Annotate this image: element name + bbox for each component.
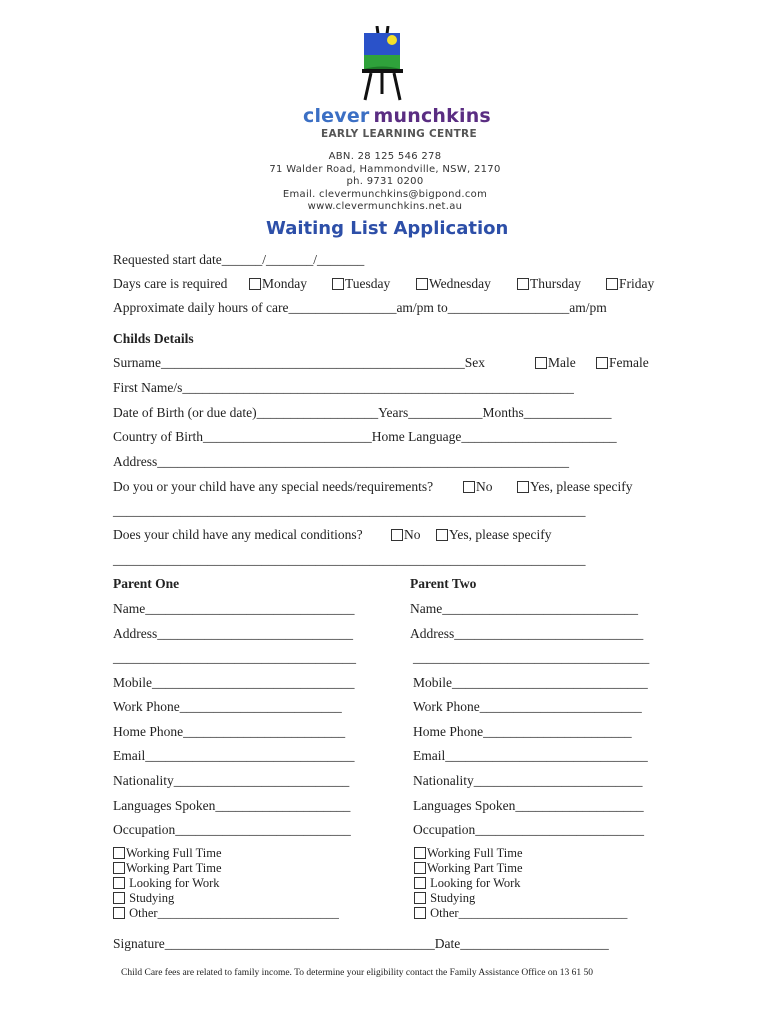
p2-opt-other[interactable]: Other___________________________ [414,906,627,921]
hours-field[interactable]: Approximate daily hours of care________________am/pm to__________________am/pm [113,300,607,315]
street-address: 71 Walder Road, Hammondville, NSW, 2170 [269,163,501,175]
abn: ABN. 28 125 546 278 [328,151,442,162]
day-friday[interactable]: Friday [606,276,654,292]
checkbox[interactable] [414,862,426,874]
contact-block [235,151,535,214]
p2-address-line2[interactable]: ___________________________________ [413,650,650,665]
day-tuesday[interactable]: Tuesday [332,276,390,292]
special-needs-question: Do you or your child have any special needs/requirements? [113,479,434,494]
p2-mobile-field[interactable]: Mobile_____________________________ [413,675,648,690]
checkbox[interactable] [332,278,344,290]
special-needs-no[interactable]: No [463,479,493,495]
checkbox[interactable] [463,481,475,493]
p2-opt-studying[interactable]: Studying [414,891,475,906]
p2-occupation-field[interactable]: Occupation_________________________ [413,822,644,837]
checkbox[interactable] [517,278,529,290]
special-needs-yes[interactable]: Yes, please specify [517,479,632,495]
p2-name-field[interactable]: Name_____________________________ [410,601,638,616]
p1-address-line2[interactable]: ____________________________________ [113,650,356,665]
checkbox[interactable] [535,357,547,369]
medical-line[interactable]: ______________________________________________________________________ [113,552,586,567]
sex-female[interactable]: Female [596,355,649,371]
checkbox[interactable] [113,877,125,889]
checkbox[interactable] [436,529,448,541]
day-wednesday[interactable]: Wednesday [416,276,491,292]
parent-two-heading: Parent Two [410,576,477,591]
country-field[interactable]: Country of Birth_________________________Home Language_______________________ [113,429,617,444]
checkbox[interactable] [414,847,426,859]
logo-clever: clever [303,105,370,127]
day-monday[interactable]: Monday [249,276,307,292]
p1-address-field[interactable]: Address_____________________________ [113,626,353,641]
day-thursday[interactable]: Thursday [517,276,581,292]
child-address-field[interactable]: Address_____________________________________________________________ [113,454,569,469]
checkbox[interactable] [414,907,426,919]
p1-nationality-field[interactable]: Nationality__________________________ [113,773,350,788]
p1-email-field[interactable]: Email_______________________________ [113,748,355,763]
p2-work-phone-field[interactable]: Work Phone________________________ [413,699,642,714]
logo-wordmark [303,105,491,127]
start-date-field[interactable]: Requested start date______/_______/_______ [113,252,365,267]
days-label: Days care is required [113,276,228,291]
checkbox[interactable] [596,357,608,369]
p1-work-phone-field[interactable]: Work Phone________________________ [113,699,342,714]
checkbox[interactable] [113,862,125,874]
website: www.clevermunchkins.net.au [307,201,463,212]
p1-opt-looking[interactable]: Looking for Work [113,876,220,891]
checkbox[interactable] [414,892,426,904]
surname-field[interactable]: Surname_____________________________________________Sex [113,355,485,370]
p1-opt-studying[interactable]: Studying [113,891,174,906]
sex-male[interactable]: Male [535,355,576,371]
p2-address-field[interactable]: Address____________________________ [410,626,644,641]
p1-home-phone-field[interactable]: Home Phone________________________ [113,724,346,739]
p2-languages-field[interactable]: Languages Spoken___________________ [413,798,644,813]
checkbox[interactable] [414,877,426,889]
p1-occupation-field[interactable]: Occupation__________________________ [113,822,351,837]
checkbox[interactable] [249,278,261,290]
checkbox[interactable] [391,529,403,541]
p2-email-field[interactable]: Email______________________________ [413,748,648,763]
signature-field[interactable]: Signature________________________________________Date______________________ [113,936,609,951]
checkbox[interactable] [113,892,125,904]
p1-languages-field[interactable]: Languages Spoken____________________ [113,798,351,813]
medical-yes[interactable]: Yes, please specify [436,527,551,543]
dob-field[interactable]: Date of Birth (or due date)__________________Years___________Months_____________ [113,405,612,420]
special-needs-line[interactable]: ______________________________________________________________________ [113,503,586,518]
checkbox[interactable] [517,481,529,493]
footer-note: Child Care fees are related to family income. To determine your eligibility contact the Family Assistance Office on 13 61 50 [121,968,594,978]
checkbox[interactable] [606,278,618,290]
p2-opt-part-time[interactable]: Working Part Time [414,861,523,876]
p1-opt-other[interactable]: Other_____________________________ [113,906,339,921]
p2-opt-full-time[interactable]: Working Full Time [414,846,523,861]
checkbox[interactable] [113,907,125,919]
childs-details-heading: Childs Details [113,331,194,346]
p1-opt-full-time[interactable]: Working Full Time [113,846,222,861]
logo-subtitle: EARLY LEARNING CENTRE [321,128,477,140]
p1-opt-part-time[interactable]: Working Part Time [113,861,222,876]
p1-mobile-field[interactable]: Mobile______________________________ [113,675,355,690]
checkbox[interactable] [113,847,125,859]
first-names-field[interactable]: First Name/s__________________________________________________________ [113,380,574,395]
p2-home-phone-field[interactable]: Home Phone______________________ [413,724,632,739]
page-title: Waiting List Application [266,218,509,239]
checkbox[interactable] [416,278,428,290]
p1-name-field[interactable]: Name_______________________________ [113,601,355,616]
medical-question: Does your child have any medical conditions? [113,527,363,542]
p2-opt-looking[interactable]: Looking for Work [414,876,521,891]
p2-nationality-field[interactable]: Nationality_________________________ [413,773,643,788]
phone: ph. 9731 0200 [346,176,424,187]
medical-no[interactable]: No [391,527,421,543]
email: Email. clevermunchkins@bigpond.com [282,188,488,200]
parent-one-heading: Parent One [113,576,180,591]
logo-munchkins: munchkins [373,105,491,127]
logo-easel-icon [355,26,411,102]
